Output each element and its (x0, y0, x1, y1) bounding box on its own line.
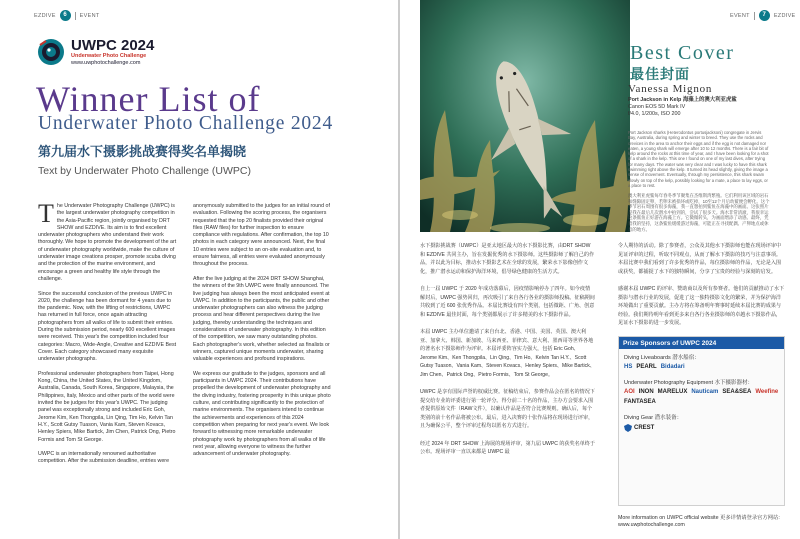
left-page (0, 0, 398, 539)
article-paragraph-cn: 水下摄影挑战赛（UWPC）是亚太地区最大的水下摄影比赛，由DRT SHOW 和 EZDIVE 共同主办，旨在发掘优秀的水下摄影师。这些摄影师了解自己的作品，并以此为目标，推动水下摄影艺术在全球的发展，繁荣水下影像创作文化，推广潜水运动和保护海洋环境，倡导绿色健康的生活方式。 (420, 243, 595, 275)
left-running-head (34, 10, 100, 21)
photo-description-cn: 澳大利亚虎鲨每年春冬季节聚集在杰维斯湾繁殖。它们利用该区域的岩石和缝隙固定卵，若卵未被损坏或吃掉，10至12个月后幼鲨便会孵化。这个季节岩石周围有很多海藻，我一直想拍到鲨鱼在海藻中的画面。这张照片是我在最后几次潜水中拍到的，尝试了很多天。海水非常清澈，我很幸运这条鲨鱼正好游在海藻上方。它微微转头，为画面增添了动感。最终，凭着我的坚持，这条鲨鱼缓缓游过海藻，可能正在寻找配偶、产卵地点或休息的地方。 (628, 193, 770, 232)
sponsor-logo: SEA&SEA (722, 389, 752, 395)
running-label: EZDIVE (773, 12, 796, 19)
logo-url: www.uwphotochallenge.com (71, 59, 141, 66)
sponsor-logos-gear (624, 424, 779, 432)
article-paragraph: After the live judging at the 2024 DRT SHOW Shanghai, the winners of the 9th UWPC were finally announced. The live judging has always been the most anticipated event at UWPC. In addition to the participants, the public and other underwater photographers can also witness the judging process and hear different perspectives during the live judging, thereby understanding the techniques and considerations of underwater photography. In this edition of the competition, we saw many outstanding photos. Each photographer's work, whether selected as finalists or winners, captured unique moments underwater, sharing valuable experiences and profound inspirations. (193, 275, 330, 363)
article-column-2 (193, 203, 331, 466)
article-paragraph: UWPC is an internationally renowned authoritative competition. After the submission deadline, entries were (38, 451, 170, 465)
camera-settings: f/4.0, 1/200s, ISO 200 (628, 110, 681, 117)
drop-cap: T (38, 199, 54, 228)
article-paragraph-cn: UWPC 是享有国际声誉的权威比赛。征稿结束后，参赛作品会在匿名的情况下提交给专业的评委进行第一轮评分。得分前二十名的作品，主办方会要求入围者提供原始文件（RAW文件），以确认作品是否符合比赛规则。确认后，每个类别的前十名作品将被公布。最后，进入决赛的十张作品将在现场进行评审，且为确保公平，整个评审过程均以匿名方式进行。 (420, 389, 595, 430)
logo-title: UWPC 2024 (71, 36, 155, 54)
article-paragraph-cn: 感谢本届 UWPC 的评审、赞助商以及所有参赛者。他们的贡献推动了水下摄影与潜水行业的发展，促进了这一独特摄影文化的繁荣，并为保护海洋环境做出了重要贡献。主办方将在筹备明年赛事时延续本届比赛的成果与经验。我们期待明年看到更多来自各行各业摄影师的卓越水下摄影作品，见证水下摄影的进一步发展。 (618, 285, 785, 327)
article-paragraph-cn: 经过 2024 年 DRT SHOW 上海展的现场评审，第九届 UWPC 的获奖名单终于公布。现场评审一直以来都是 UWPC 最 (420, 440, 595, 456)
sponsor-logo: CREST (624, 424, 654, 432)
sponsor-logo: PEARL (636, 364, 657, 370)
article-paragraph: anonymously submitted to the judges for an initial round of evaluation. Following the scoring process, the organisers requested that the top 20 finalists provided their original files (RAW files) for further inspection to ensure compliance with regulations. After confirmation, the top 10 photos in each category were announced. Next, the final 10 entries were subject to an on-site evaluation and, to ensure fairness, all entries were evaluated anonymously throughout the process. (193, 203, 330, 268)
byline: Text by Underwater Photo Challenge (UWPC) (38, 165, 252, 177)
article-paragraph: Since the successful conclusion of the previous UWPC in 2020, the challenge has been dormant for 4 years due to the pandemic. Now, with the lifting of restrictions, UWPC has returned in full force, once again attracting photographers from all walks of life to submit their entries. During the submission period, nearly 600 excellent images were received. This year's the competition included four categories: Macro, Wide-Angle, Creative and EZDIVE Best Cover. Each category showcased many exquisite underwater photographs. (38, 290, 177, 363)
headline-chinese: 第九届水下摄影挑战赛得奖名单揭晓 (38, 145, 247, 160)
article-paragraph: Professional underwater photographers from Taipei, Hong Kong, China, the United States, the United Kingdom, Australia, Canada, South Korea, Singapore, Malaysia, the Philippines, Italy, Mexico and other parts of the world were invited the be judges for this year's UWPC. The judging panel was exceptionally strong and included Eric Goh, Jerome Kim, Ken Thongpila, Lin Qing, Tim Ho, Kelvin Tan H.Y., Scott Gutsy Tuason, Vania Kam, Steven Kovacs, Henley Spiers, Mike Bartick, Jim Chen, Patrick Ong, Pietro Formis and Tom St George. (38, 370, 176, 443)
logo-subtitle: Underwater Photo Challenge (71, 52, 147, 59)
sponsor-logo: Nauticam (691, 389, 719, 395)
article-column-1 (38, 199, 178, 473)
divider (75, 12, 76, 20)
article-paragraph: We express our gratitude to the judges, sponsors and all participants in UWPC 2024. Their contributions have propelled the development of underwater photography and the diving industry, fostering prosperity in this unique photo culture, and contributing significantly to the protection of marine environments. The organisers intend to continue the achievements and experiences of this 2024 competition when preparing for next year's event. We look forward to witnessing more remarkable underwater photography work by photographers from all walks of life next year, allowing everyone to witness the further advancement of underwater photography. (193, 370, 331, 458)
sponsor-category-liveaboards: Diving Liveaboards 潜水船宿： (624, 355, 700, 361)
right-page (400, 0, 800, 539)
article-paragraph-cn: 自上一届 UWPC 于 2020 年成功落幕后，因疫情影响停办了四年。如今疫情解封后，UWPC 强势回归，再次吸引了来自各行各业的摄影师投稿。征稿期间共收到了近 600 张优秀作品。本届比赛设有四个类别，包括微距、广角、创意和 EZDIVE 最佳封面，每个类别都展示了许多精美的水下摄影作品。 (420, 285, 595, 318)
chinese-column-2 (618, 242, 785, 337)
award-title-chinese: 最佳封面 (630, 66, 690, 82)
running-label: EZDIVE (34, 12, 56, 19)
chinese-column-1 (420, 242, 595, 465)
sponsor-box-title: Prize Sponsors of UWPC 2024 (619, 337, 784, 349)
crest-shield-icon (624, 424, 632, 432)
camera-lens-icon (36, 37, 66, 67)
winning-photo-shark-in-kelp (420, 0, 630, 232)
headline-sub: Underwater Photo Challenge 2024 (38, 113, 334, 134)
photo-title: Port Jackson in Kelp 海藻上的澳大利亚虎鲨 (628, 97, 737, 103)
sponsor-box (618, 336, 785, 506)
headline-main: Winner List of (36, 79, 261, 119)
photo-info (628, 97, 737, 117)
sponsor-logo: FANTASEA (624, 399, 656, 405)
sponsor-logo: Weefine (755, 389, 779, 395)
award-title: Best Cover (630, 42, 735, 64)
article-paragraph-cn: 令人期待的活动。除了参赛者，公众及其他水下摄影师也能在现场评审中见证评审的过程，听取不同观点，从而了解水下摄影的技巧与注意事项。本届比赛中我们看到了许多优秀的作品，每位摄影师的作品，无论是入围或获奖，都捕捉了水下的独特瞬间，分享了宝贵的经验与深刻的启发。 (618, 243, 782, 275)
sponsor-logo: MARELUX (657, 389, 688, 395)
sponsor-logo: HS (624, 364, 633, 370)
divider (754, 12, 755, 20)
page-number: 6 (60, 10, 71, 21)
article-paragraph-cn: 本届 UWPC 主办单位邀请了来自台北、香港、中国、美国、英国、澳大利亚、加拿大、韩国、新加坡、马来西亚、菲律宾、意大利、墨西哥等世界各地的著名水下摄影师作为评审。本届评委阵容实力强大，包括 Eric Goh、Jerome Kim、Ken Thongpila、Lin Qing、Tim Ho、Kelvin Tan H.Y.、Scott Gutsy Tuason、Vania Kam、Steven Kovacs、Henley Spiers、Mike Bartick、Jim Chen、Patrick Ong、Pietro Formis、Tom St George。 (420, 328, 595, 378)
sponsor-category-gear: Diving Gear 潜水装备： (624, 415, 683, 421)
page-number: 7 (759, 10, 770, 21)
section-label: EVENT (79, 12, 100, 19)
section-label: EVENT (730, 12, 750, 19)
article-paragraph: The Underwater Photography Challenge (UWPC) is the largest underwater photography competition in the Asia-Pacific region, jointly organised by DRT SHOW and EZDIVE. Its aim is to find excellent underwater photographers who understand their work thoroughly. We hope to promote the development of the art of underwater photography worldwide, make the culture of underwater image creations prosper, promote scuba diving and the protection of the marine environment, and encourage a green and healthy life style through the challenge. (38, 199, 177, 282)
right-running-head (730, 10, 796, 21)
sponsor-logos-liveaboards (624, 364, 779, 370)
photo-description-en: Port Jackson sharks (Heterodontus portusjacksoni) congregate in Jervis Bay, Australia, during spring and winter to breed. They use the rocks and crevices in the area to anchor their eggs and if the egg is not damaged nor eaten, a young shark will emerge after 10 to 12 months. There is a fair bit of kelp around the rocks at this time of year, and I have been looking for a shot of a shark in the kelp. This one I found on one of my last dives, after trying for many days. The water was very clear and I was lucky to have this shark swimming right above the kelp. It turned its head slightly, giving the image a sense of movement. Eventually, through my persistence, this shark swam slowly on top of the kelp, possibly looking for a mate, a place to lay eggs, or a place to rest. (628, 130, 769, 188)
photographer-name: Vanessa Mignon (628, 83, 713, 95)
sponsor-logo: AOI (624, 389, 635, 395)
sponsor-logos-equipment (624, 389, 779, 405)
more-info-link[interactable]: More information on UWPC official website 更多详情请登录官方网站: www.uwphotochallenge.com (618, 515, 780, 528)
uwpc-logo (36, 37, 154, 67)
sponsor-logo: Bidadari (660, 364, 685, 370)
camera-model: Canon EOS 5D Mark IV (628, 103, 686, 110)
sponsor-category-equipment: Underwater Photography Equipment 水下摄影器材： (624, 380, 753, 386)
sponsor-logo: INON (638, 389, 654, 395)
